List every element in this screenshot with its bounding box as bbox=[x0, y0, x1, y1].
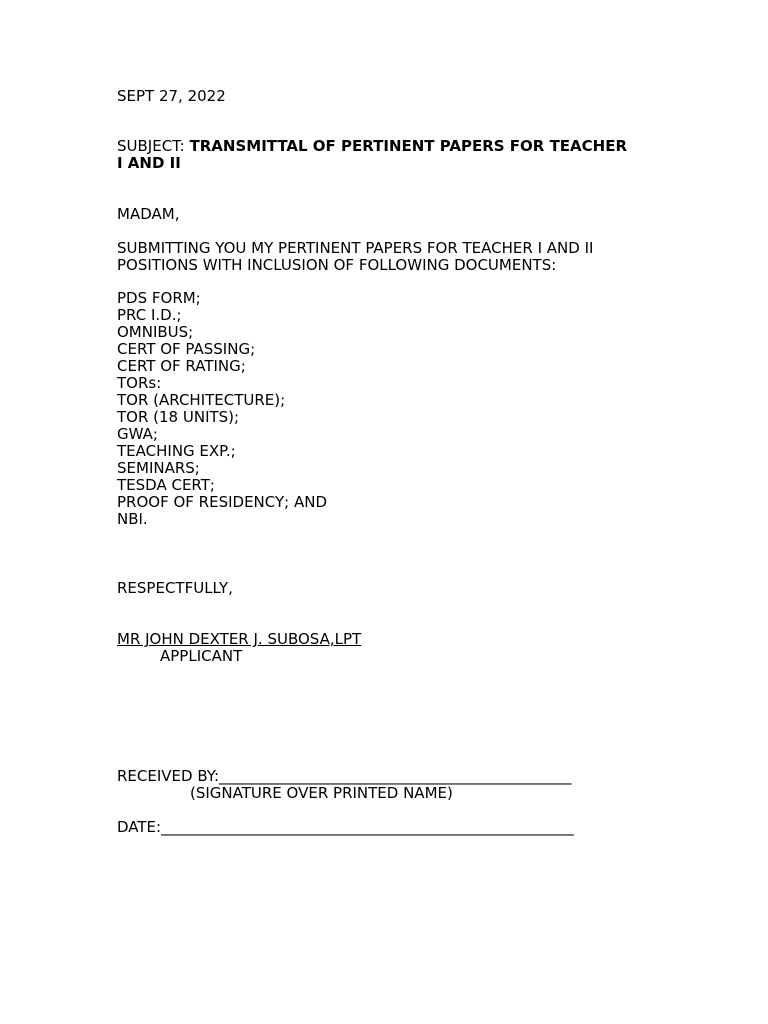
body-line-2: POSITIONS WITH INCLUSION OF FOLLOWING DOCUMENTS: bbox=[117, 256, 557, 274]
list-item: PRC I.D.; bbox=[117, 306, 182, 324]
date-field-label: DATE: bbox=[117, 818, 162, 836]
letter-date: SEPT 27, 2022 bbox=[117, 87, 226, 105]
date-field-blank: _______________________________________________________ bbox=[161, 818, 574, 836]
received-by-blank: _______________________________________________ bbox=[219, 767, 572, 785]
list-item: PDS FORM; bbox=[117, 289, 201, 307]
body-line-1: SUBMITTING YOU MY PERTINENT PAPERS FOR TEACHER I AND II bbox=[117, 239, 594, 257]
document-list bbox=[117, 290, 327, 528]
received-by-line bbox=[117, 768, 572, 785]
list-item: PROOF OF RESIDENCY; AND bbox=[117, 493, 327, 511]
list-item: SEMINARS; bbox=[117, 459, 200, 477]
list-item: TOR (ARCHITECTURE); bbox=[117, 391, 286, 409]
signature-note: (SIGNATURE OVER PRINTED NAME) bbox=[190, 784, 453, 802]
subject-title-line2: I AND II bbox=[117, 154, 181, 172]
subject-title-line1: TRANSMITTAL OF PERTINENT PAPERS FOR TEACHER bbox=[189, 137, 628, 155]
signatory-role: APPLICANT bbox=[160, 647, 243, 665]
subject-line bbox=[117, 138, 627, 155]
closing: RESPECTFULLY, bbox=[117, 579, 233, 597]
list-item: GWA; bbox=[117, 425, 158, 443]
subject-label: SUBJECT: bbox=[117, 137, 190, 155]
list-item: CERT OF PASSING; bbox=[117, 340, 256, 358]
received-by-label: RECEIVED BY: bbox=[117, 767, 220, 785]
signatory-name: MR JOHN DEXTER J. SUBOSA,LPT bbox=[117, 630, 362, 648]
list-item: CERT OF RATING; bbox=[117, 357, 246, 375]
salutation: MADAM, bbox=[117, 205, 180, 223]
list-item: NBI. bbox=[117, 510, 148, 528]
list-item: OMNIBUS; bbox=[117, 323, 194, 341]
date-field-line bbox=[117, 819, 574, 836]
list-item: TOR (18 UNITS); bbox=[117, 408, 240, 426]
list-item: TESDA CERT; bbox=[117, 476, 215, 494]
list-item: TORs: bbox=[117, 374, 162, 392]
list-item: TEACHING EXP.; bbox=[117, 442, 236, 460]
